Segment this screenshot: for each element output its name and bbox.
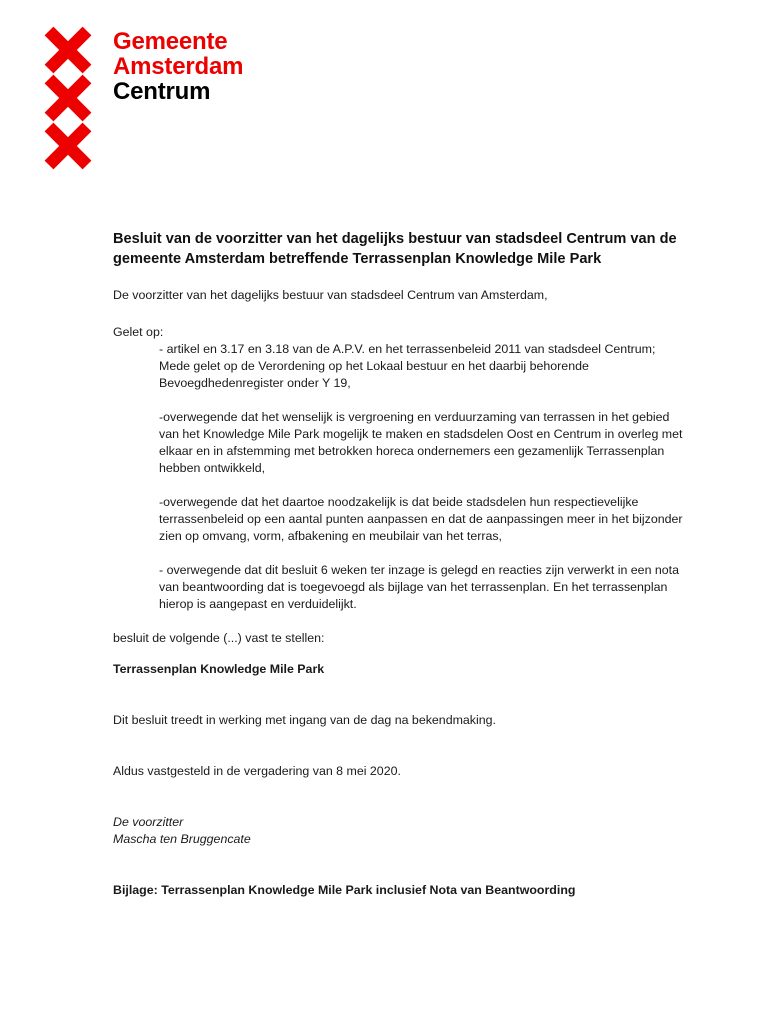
vastgesteld-statement: Aldus vastgesteld in de vergadering van 8 mei 2020.: [113, 764, 401, 778]
brand-wordmark: [113, 29, 243, 104]
consideration-apv: - artikel en 3.17 en 3.18 van de A.P.V. en het terrassenbeleid 2011 van stadsdeel Centrum;: [159, 342, 656, 356]
brand-line-amsterdam: Amsterdam: [113, 53, 244, 80]
plan-subtitle: Terrassenplan Knowledge Mile Park: [113, 662, 325, 676]
andreas-cross-icon: [44, 74, 92, 122]
bijlage-line: Bijlage: Terrassenplan Knowledge Mile Park inclusief Nota van Beantwoording: [113, 883, 576, 897]
consideration-terrassenbeleid: -overwegende dat het daartoe noodzakelijk is dat beide stadsdelen hun respectievelijke terrassenbeleid op een aantal punten aanpassen en dat de aanpassingen meer in het bijzonder zien op omvang, vorm, afbakening en meubilair van het terras,: [159, 495, 683, 543]
werking-statement: Dit besluit treedt in werking met ingang van de dag na bekendmaking.: [113, 713, 496, 727]
consideration-inzage: - overwegende dat dit besluit 6 weken ter inzage is gelegd en reacties zijn verwerkt in een nota van beantwoording dat is toegevoegd als bijlage van het terrassenplan. En het terrassenplan hierop is aangepast en verduidelijkt.: [159, 563, 680, 611]
signature-role: De voorzitter: [113, 815, 184, 829]
gelet-op-label: Gelet op:: [113, 325, 164, 339]
intro-paragraph: De voorzitter van het dagelijks bestuur van stadsdeel Centrum van Amsterdam,: [113, 288, 548, 302]
andreas-crosses: [44, 26, 92, 170]
besluit-statement: besluit de volgende (...) vast te stellen:: [113, 631, 325, 645]
considerations-list: [113, 341, 683, 613]
andreas-cross-icon: [44, 26, 92, 74]
signature-name: Mascha ten Bruggencate: [113, 832, 251, 846]
brand-line-centrum: Centrum: [113, 78, 211, 105]
document-title: Besluit van de voorzitter van het dagelijks bestuur van stadsdeel Centrum van de gemeente Amsterdam betreffende Terrassenplan Knowledge Mile Park: [113, 231, 677, 267]
consideration-vergroening: -overwegende dat het wenselijk is vergroening en verduurzaming van terrassen in het gebied van het Knowledge Mile Park mogelijk te maken en stadsdelen Oost en Centrum in overleg met elkaar en in afstemming met betrokken horeca ondernemers een gezamenlijk Terrassenplan hebben ontwikkeld,: [159, 410, 683, 475]
brand-line-gemeente: Gemeente: [113, 28, 228, 55]
andreas-cross-icon: [44, 122, 92, 170]
consideration-verordening: Mede gelet op de Verordening op het Lokaal bestuur en het daarbij behorende Bevoegdhedenregister onder Y 19,: [159, 359, 589, 390]
document-body: [113, 229, 683, 899]
